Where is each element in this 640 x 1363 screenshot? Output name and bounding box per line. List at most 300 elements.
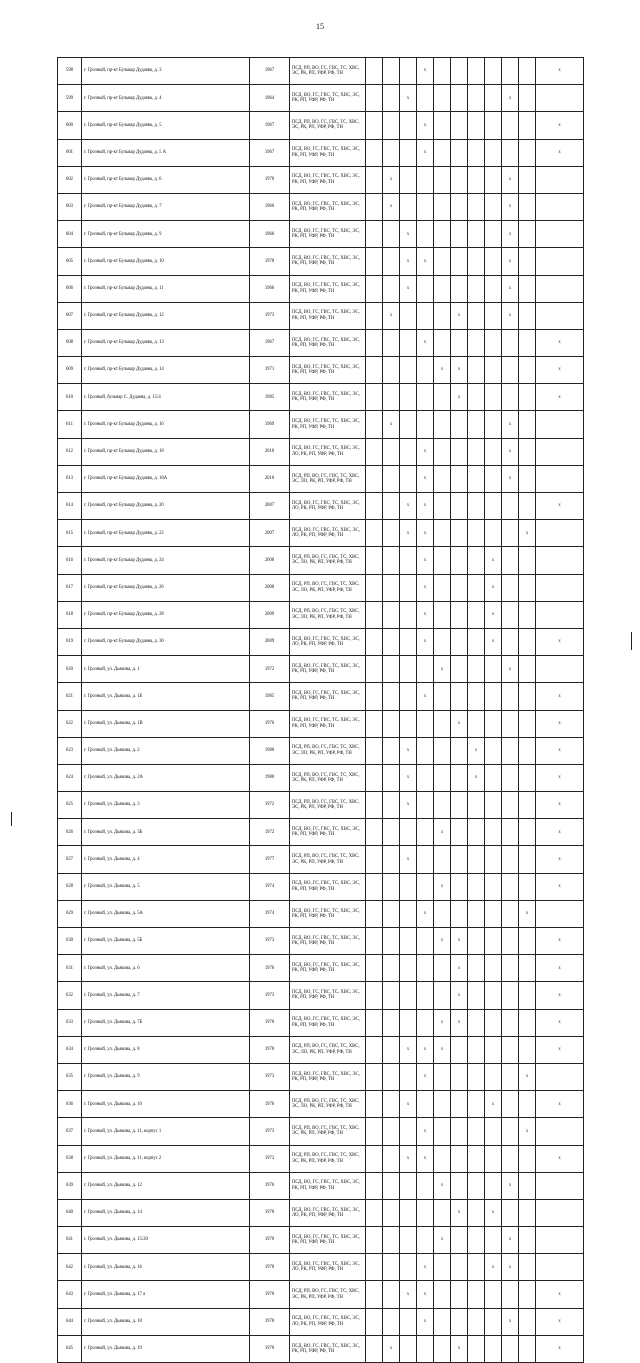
row-mark-cell xyxy=(485,873,502,900)
row-mark-cell xyxy=(536,166,584,193)
row-mark-cell xyxy=(451,493,468,520)
row-mark-cell xyxy=(451,275,468,302)
row-number: 618 xyxy=(58,601,82,628)
row-mark-cell xyxy=(485,520,502,547)
row-mark-cell: x xyxy=(400,248,417,275)
row-mark-cell: x xyxy=(417,601,434,628)
row-mark-cell xyxy=(400,819,417,846)
row-mark-cell xyxy=(485,139,502,166)
row-number: 599 xyxy=(58,85,82,112)
row-mark-cell xyxy=(434,166,451,193)
row-number: 640 xyxy=(58,1199,82,1226)
row-mark-cell xyxy=(468,85,485,112)
row-address: г. Грозный, ул. Дьякова, д. 10 xyxy=(82,1091,250,1118)
row-mark-cell: x xyxy=(502,1308,519,1335)
row-mark-cell xyxy=(502,1281,519,1308)
row-mark-cell: x xyxy=(417,1145,434,1172)
row-mark-cell xyxy=(383,601,400,628)
row-mark-cell: x xyxy=(502,411,519,438)
row-mark-cell: x xyxy=(417,112,434,139)
row-mark-cell xyxy=(366,493,383,520)
row-mark-cell xyxy=(468,1036,485,1063)
row-mark-cell xyxy=(366,1335,383,1362)
row-mark-cell: x xyxy=(400,85,417,112)
row-mark-cell: x xyxy=(383,193,400,220)
row-mark-cell xyxy=(519,275,536,302)
row-mark-cell xyxy=(468,248,485,275)
row-mark-cell xyxy=(434,764,451,791)
row-mark-cell xyxy=(383,819,400,846)
row-number: 613 xyxy=(58,465,82,492)
row-mark-cell xyxy=(417,411,434,438)
row-year: 2010 xyxy=(250,438,290,465)
row-mark-cell xyxy=(485,900,502,927)
row-number: 635 xyxy=(58,1063,82,1090)
table-row xyxy=(58,1335,584,1362)
row-mark-cell xyxy=(485,438,502,465)
row-mark-cell: x xyxy=(485,1254,502,1281)
row-address: г. Грозный, пр-кт Бульвар Дудаева, д. 18 xyxy=(82,438,250,465)
row-address: г. Грозный, ул. Дьякова, д. 16 xyxy=(82,1254,250,1281)
row-number: 628 xyxy=(58,873,82,900)
row-number: 625 xyxy=(58,792,82,819)
row-mark-cell xyxy=(485,1036,502,1063)
row-mark-cell xyxy=(468,411,485,438)
table-row xyxy=(58,1199,584,1226)
row-mark-cell xyxy=(519,493,536,520)
row-number: 600 xyxy=(58,112,82,139)
table-row xyxy=(58,465,584,492)
row-mark-cell xyxy=(519,574,536,601)
row-mark-cell xyxy=(485,1335,502,1362)
row-number: 643 xyxy=(58,1281,82,1308)
row-year: 1973 xyxy=(250,1118,290,1145)
row-mark-cell xyxy=(502,1145,519,1172)
row-number: 602 xyxy=(58,166,82,193)
row-year: 1973 xyxy=(250,928,290,955)
row-year: 1977 xyxy=(250,846,290,873)
row-mark-cell xyxy=(502,928,519,955)
row-works-list: ПСД, ВО, ГС, ГВС, ТС, ХВС, ЭС, РК, РП, УФР, РФ, ТН xyxy=(290,656,366,683)
table-row xyxy=(58,193,584,220)
row-number: 622 xyxy=(58,710,82,737)
row-mark-cell xyxy=(400,438,417,465)
row-mark-cell: x xyxy=(536,955,584,982)
row-works-list: ПСД, РП, ВО, ГС, ГВС, ТС, ХВС, ЭС, РК, РП, УФР, РФ, ТН xyxy=(290,58,366,85)
row-address: г. Грозный, пр-кт Бульвар Дудаева, д. 24 xyxy=(82,547,250,574)
row-mark-cell xyxy=(434,139,451,166)
row-number: 636 xyxy=(58,1091,82,1118)
row-mark-cell xyxy=(468,221,485,248)
row-year: 1970 xyxy=(250,166,290,193)
row-mark-cell xyxy=(366,1172,383,1199)
row-mark-cell xyxy=(366,1227,383,1254)
row-mark-cell xyxy=(451,1091,468,1118)
row-mark-cell: x xyxy=(536,1335,584,1362)
row-mark-cell: x xyxy=(434,357,451,384)
row-mark-cell xyxy=(451,1308,468,1335)
row-mark-cell: x xyxy=(434,1036,451,1063)
row-mark-cell xyxy=(366,928,383,955)
row-mark-cell xyxy=(502,574,519,601)
row-address: г. Грозный, пр-кт Бульвар Дудаева, д. 26 xyxy=(82,574,250,601)
row-mark-cell xyxy=(468,1308,485,1335)
row-mark-cell xyxy=(434,384,451,411)
row-works-list: ПСД, РП, ВО, ГС, ГВС, ТС, ХВС, ЭС, ЛО, РК, РП, УФР, РФ, ТН xyxy=(290,1036,366,1063)
row-mark-cell xyxy=(434,1091,451,1118)
row-year: 1973 xyxy=(250,1063,290,1090)
row-number: 630 xyxy=(58,928,82,955)
row-mark-cell xyxy=(417,819,434,846)
row-mark-cell xyxy=(417,1227,434,1254)
row-mark-cell xyxy=(434,465,451,492)
row-mark-cell xyxy=(536,520,584,547)
row-mark-cell xyxy=(400,656,417,683)
row-mark-cell xyxy=(468,520,485,547)
row-mark-cell xyxy=(451,764,468,791)
row-mark-cell xyxy=(417,846,434,873)
row-mark-cell xyxy=(366,221,383,248)
row-mark-cell xyxy=(383,221,400,248)
row-number: 641 xyxy=(58,1227,82,1254)
row-mark-cell: x xyxy=(536,792,584,819)
row-works-list: ПСД, ВО, ГС, ГВС, ТС, ХВС, ЭС, РК, РП, УФР, РФ, ТН xyxy=(290,955,366,982)
row-mark-cell: x xyxy=(400,846,417,873)
row-mark-cell xyxy=(451,139,468,166)
table-row xyxy=(58,1145,584,1172)
row-address: г. Грозный, пр-кт Бульвар Дудаева, д. 18А xyxy=(82,465,250,492)
row-works-list: ПСД, РП, ВО, ГС, ГВС, ТС, ХВС, ЭС, ЛО, РК, РП, УФР, РФ, ТН xyxy=(290,1091,366,1118)
row-mark-cell xyxy=(417,302,434,329)
row-mark-cell xyxy=(468,1172,485,1199)
row-mark-cell xyxy=(485,710,502,737)
row-mark-cell xyxy=(400,139,417,166)
row-year: 1978 xyxy=(250,248,290,275)
row-year: 1976 xyxy=(250,1091,290,1118)
row-number: 645 xyxy=(58,1335,82,1362)
row-number: 620 xyxy=(58,656,82,683)
row-mark-cell xyxy=(451,112,468,139)
row-mark-cell xyxy=(519,1172,536,1199)
row-address: г. Грозный, ул. Дьякова, д. 5А xyxy=(82,900,250,927)
row-mark-cell xyxy=(468,1063,485,1090)
row-mark-cell xyxy=(536,574,584,601)
row-works-list: ПСД, РП, ВО, ГС, ГВС, ТС, ХВС, ЭС, ЛО, РК, РП, УФР, РФ, ТН xyxy=(290,465,366,492)
row-mark-cell xyxy=(383,329,400,356)
row-year: 1976 xyxy=(250,955,290,982)
row-mark-cell: x xyxy=(485,628,502,655)
row-mark-cell xyxy=(536,601,584,628)
row-number: 615 xyxy=(58,520,82,547)
row-year: 1967 xyxy=(250,139,290,166)
row-mark-cell xyxy=(400,574,417,601)
row-mark-cell: x xyxy=(519,1118,536,1145)
row-mark-cell xyxy=(536,1199,584,1226)
row-mark-cell xyxy=(519,819,536,846)
row-mark-cell: x xyxy=(502,221,519,248)
row-mark-cell xyxy=(519,221,536,248)
table-row xyxy=(58,1091,584,1118)
row-mark-cell xyxy=(485,1009,502,1036)
row-mark-cell: x xyxy=(519,520,536,547)
row-mark-cell: x xyxy=(536,873,584,900)
row-mark-cell xyxy=(434,683,451,710)
row-mark-cell: x xyxy=(502,248,519,275)
row-mark-cell xyxy=(400,411,417,438)
row-mark-cell xyxy=(485,1118,502,1145)
row-mark-cell xyxy=(366,139,383,166)
row-mark-cell xyxy=(485,683,502,710)
row-mark-cell xyxy=(383,520,400,547)
row-mark-cell xyxy=(485,764,502,791)
row-mark-cell xyxy=(417,275,434,302)
row-mark-cell xyxy=(451,166,468,193)
row-mark-cell: x xyxy=(502,193,519,220)
row-mark-cell xyxy=(451,520,468,547)
row-mark-cell: x xyxy=(383,1335,400,1362)
row-mark-cell xyxy=(383,1145,400,1172)
row-year: 1978 xyxy=(250,1308,290,1335)
row-mark-cell xyxy=(366,574,383,601)
table-row xyxy=(58,1009,584,1036)
row-mark-cell xyxy=(383,710,400,737)
row-mark-cell xyxy=(519,846,536,873)
row-address: г. Грозный, пр-кт Бульвар Дудаева, д. 14 xyxy=(82,357,250,384)
row-mark-cell xyxy=(366,900,383,927)
row-mark-cell xyxy=(400,1172,417,1199)
row-mark-cell xyxy=(485,955,502,982)
table-row xyxy=(58,1118,584,1145)
row-mark-cell xyxy=(485,656,502,683)
row-mark-cell xyxy=(468,329,485,356)
row-year: 1980 xyxy=(250,764,290,791)
table-row xyxy=(58,1281,584,1308)
row-mark-cell: x xyxy=(536,1308,584,1335)
table-row xyxy=(58,683,584,710)
row-address: г. Грозный, ул. Дьякова, д. 1В xyxy=(82,710,250,737)
table-row xyxy=(58,302,584,329)
row-mark-cell xyxy=(519,656,536,683)
row-mark-cell xyxy=(519,928,536,955)
row-mark-cell xyxy=(468,357,485,384)
row-mark-cell xyxy=(485,193,502,220)
row-mark-cell xyxy=(400,628,417,655)
row-address: г. Грозный, пр-кт Бульвар Дудаева, д. 13 xyxy=(82,329,250,356)
row-mark-cell xyxy=(434,1063,451,1090)
table-row xyxy=(58,1254,584,1281)
table-row xyxy=(58,275,584,302)
row-mark-cell xyxy=(468,275,485,302)
row-mark-cell xyxy=(434,1254,451,1281)
row-mark-cell: x xyxy=(468,737,485,764)
row-mark-cell: x xyxy=(383,302,400,329)
row-mark-cell xyxy=(451,574,468,601)
row-works-list: ПСД, ВО, ГС, ГВС, ТС, ХВС, ЭС, РК, РП, УФР, РФ, ТН xyxy=(290,1009,366,1036)
row-mark-cell xyxy=(451,221,468,248)
row-mark-cell xyxy=(485,928,502,955)
row-year: 1966 xyxy=(250,221,290,248)
row-mark-cell xyxy=(468,1118,485,1145)
row-address: г. Грозный, ул. Дьякова, д. 5 xyxy=(82,873,250,900)
row-works-list: ПСД, РП, ВО, ГС, ГВС, ТС, ХВС, ЭС, РК, РП, УФР, РФ, ТН xyxy=(290,1118,366,1145)
row-mark-cell xyxy=(468,982,485,1009)
row-year: 1967 xyxy=(250,329,290,356)
row-mark-cell: x xyxy=(417,1281,434,1308)
table-row xyxy=(58,764,584,791)
row-mark-cell xyxy=(400,166,417,193)
row-mark-cell xyxy=(519,329,536,356)
row-mark-cell xyxy=(519,166,536,193)
row-mark-cell xyxy=(400,900,417,927)
row-mark-cell xyxy=(451,737,468,764)
row-mark-cell xyxy=(519,792,536,819)
row-address: г. Грозный, пр-кт Бульвар Дудаева, д. 16 xyxy=(82,411,250,438)
row-works-list: ПСД, ВО, ГС, ГВС, ТС, ХВС, ЭС, ЛО, РК, РП, УФР, РФ, ТН xyxy=(290,1199,366,1226)
row-mark-cell xyxy=(519,438,536,465)
row-mark-cell xyxy=(468,1335,485,1362)
row-address: г. Грозный, ул. Дьякова, д. 3 xyxy=(82,792,250,819)
row-mark-cell xyxy=(502,520,519,547)
row-year: 1967 xyxy=(250,58,290,85)
row-mark-cell xyxy=(502,384,519,411)
table-row xyxy=(58,547,584,574)
row-mark-cell xyxy=(519,384,536,411)
row-mark-cell xyxy=(417,1335,434,1362)
row-mark-cell xyxy=(468,574,485,601)
row-mark-cell xyxy=(366,465,383,492)
row-mark-cell xyxy=(536,411,584,438)
row-mark-cell xyxy=(485,384,502,411)
row-mark-cell xyxy=(366,58,383,85)
row-mark-cell xyxy=(383,547,400,574)
row-mark-cell: x xyxy=(383,411,400,438)
row-mark-cell: x xyxy=(519,900,536,927)
row-mark-cell xyxy=(502,1009,519,1036)
row-mark-cell xyxy=(485,357,502,384)
row-mark-cell xyxy=(502,900,519,927)
table-row xyxy=(58,166,584,193)
row-mark-cell xyxy=(468,601,485,628)
row-mark-cell xyxy=(502,683,519,710)
row-mark-cell xyxy=(400,112,417,139)
table-row xyxy=(58,139,584,166)
table-row xyxy=(58,221,584,248)
row-year: 1985 xyxy=(250,683,290,710)
row-mark-cell xyxy=(417,982,434,1009)
row-mark-cell: x xyxy=(400,520,417,547)
row-mark-cell xyxy=(536,1118,584,1145)
row-mark-cell xyxy=(519,193,536,220)
row-mark-cell xyxy=(400,547,417,574)
row-mark-cell xyxy=(519,139,536,166)
row-mark-cell: x xyxy=(536,58,584,85)
row-mark-cell: x xyxy=(502,1254,519,1281)
row-mark-cell: x xyxy=(434,819,451,846)
row-mark-cell: x xyxy=(536,112,584,139)
row-address: г. Грозный, пр-кт Бульвар Дудаева, д. 5 xyxy=(82,112,250,139)
row-year: 1973 xyxy=(250,1145,290,1172)
row-mark-cell xyxy=(536,1172,584,1199)
table-row xyxy=(58,982,584,1009)
row-mark-cell xyxy=(468,166,485,193)
row-mark-cell xyxy=(366,1199,383,1226)
row-works-list: ПСД, ВО, ГС, ГВС, ТС, ХВС, ЭС, РК, РП, УФР, РФ, ТН xyxy=(290,193,366,220)
registry-body xyxy=(58,58,584,1363)
row-mark-cell: x xyxy=(434,1227,451,1254)
table-row xyxy=(58,873,584,900)
row-mark-cell: x xyxy=(400,1091,417,1118)
row-mark-cell xyxy=(502,710,519,737)
row-mark-cell xyxy=(468,710,485,737)
row-mark-cell xyxy=(383,792,400,819)
row-year: 1970 xyxy=(250,1335,290,1362)
row-works-list: ПСД, РП, ВО, ГС, ГВС, ТС, ХВС, ЭС, РК, РП, УФР, РФ, ТН xyxy=(290,792,366,819)
row-mark-cell: x xyxy=(451,1335,468,1362)
row-mark-cell: x xyxy=(536,764,584,791)
row-number: 631 xyxy=(58,955,82,982)
row-mark-cell xyxy=(366,601,383,628)
row-mark-cell xyxy=(451,628,468,655)
row-mark-cell xyxy=(502,737,519,764)
row-mark-cell xyxy=(451,846,468,873)
row-mark-cell xyxy=(519,85,536,112)
row-mark-cell xyxy=(434,112,451,139)
row-mark-cell: x xyxy=(451,710,468,737)
row-mark-cell xyxy=(400,58,417,85)
row-mark-cell: x xyxy=(502,85,519,112)
row-mark-cell: x xyxy=(417,1036,434,1063)
row-mark-cell xyxy=(468,1199,485,1226)
row-mark-cell xyxy=(383,737,400,764)
row-mark-cell xyxy=(434,275,451,302)
row-mark-cell xyxy=(383,438,400,465)
row-works-list: ПСД, РП, ВО, ГС, ГВС, ТС, ХВС, ЭС, РК, РП, УФР, РФ, ТН xyxy=(290,112,366,139)
row-mark-cell xyxy=(434,792,451,819)
row-number: 637 xyxy=(58,1118,82,1145)
row-works-list: ПСД, ВО, ГС, ГВС, ТС, ХВС, ЭС, РК, РП, УФР, РФ, ТН xyxy=(290,275,366,302)
row-mark-cell xyxy=(519,1036,536,1063)
row-works-list: ПСД, ВО, ГС, ГВС, ТС, ХВС, ЭС, РК, РП, УФР, РФ, ТН xyxy=(290,928,366,955)
table-row xyxy=(58,384,584,411)
row-mark-cell xyxy=(366,1091,383,1118)
row-mark-cell xyxy=(519,1335,536,1362)
row-mark-cell xyxy=(400,465,417,492)
row-mark-cell xyxy=(536,302,584,329)
row-address: г. Грозный, пр-кт Бульвар Дудаева, д. 11 xyxy=(82,275,250,302)
row-mark-cell: x xyxy=(383,166,400,193)
row-mark-cell xyxy=(400,955,417,982)
row-mark-cell xyxy=(451,1118,468,1145)
row-mark-cell xyxy=(400,601,417,628)
row-address: г. Грозный, ул. Дьякова, д. 19 xyxy=(82,1335,250,1362)
table-row xyxy=(58,710,584,737)
row-mark-cell xyxy=(434,85,451,112)
row-mark-cell xyxy=(451,683,468,710)
row-mark-cell xyxy=(468,955,485,982)
row-mark-cell xyxy=(519,601,536,628)
row-mark-cell xyxy=(468,683,485,710)
row-mark-cell xyxy=(366,1063,383,1090)
table-row xyxy=(58,112,584,139)
row-mark-cell xyxy=(536,1227,584,1254)
row-year: 1974 xyxy=(250,873,290,900)
row-mark-cell: x xyxy=(417,547,434,574)
row-mark-cell xyxy=(451,547,468,574)
row-mark-cell xyxy=(519,357,536,384)
row-mark-cell: x xyxy=(536,1009,584,1036)
row-mark-cell: x xyxy=(400,275,417,302)
row-address: г. Грозный, ул. Дьякова, д. 6 xyxy=(82,955,250,982)
